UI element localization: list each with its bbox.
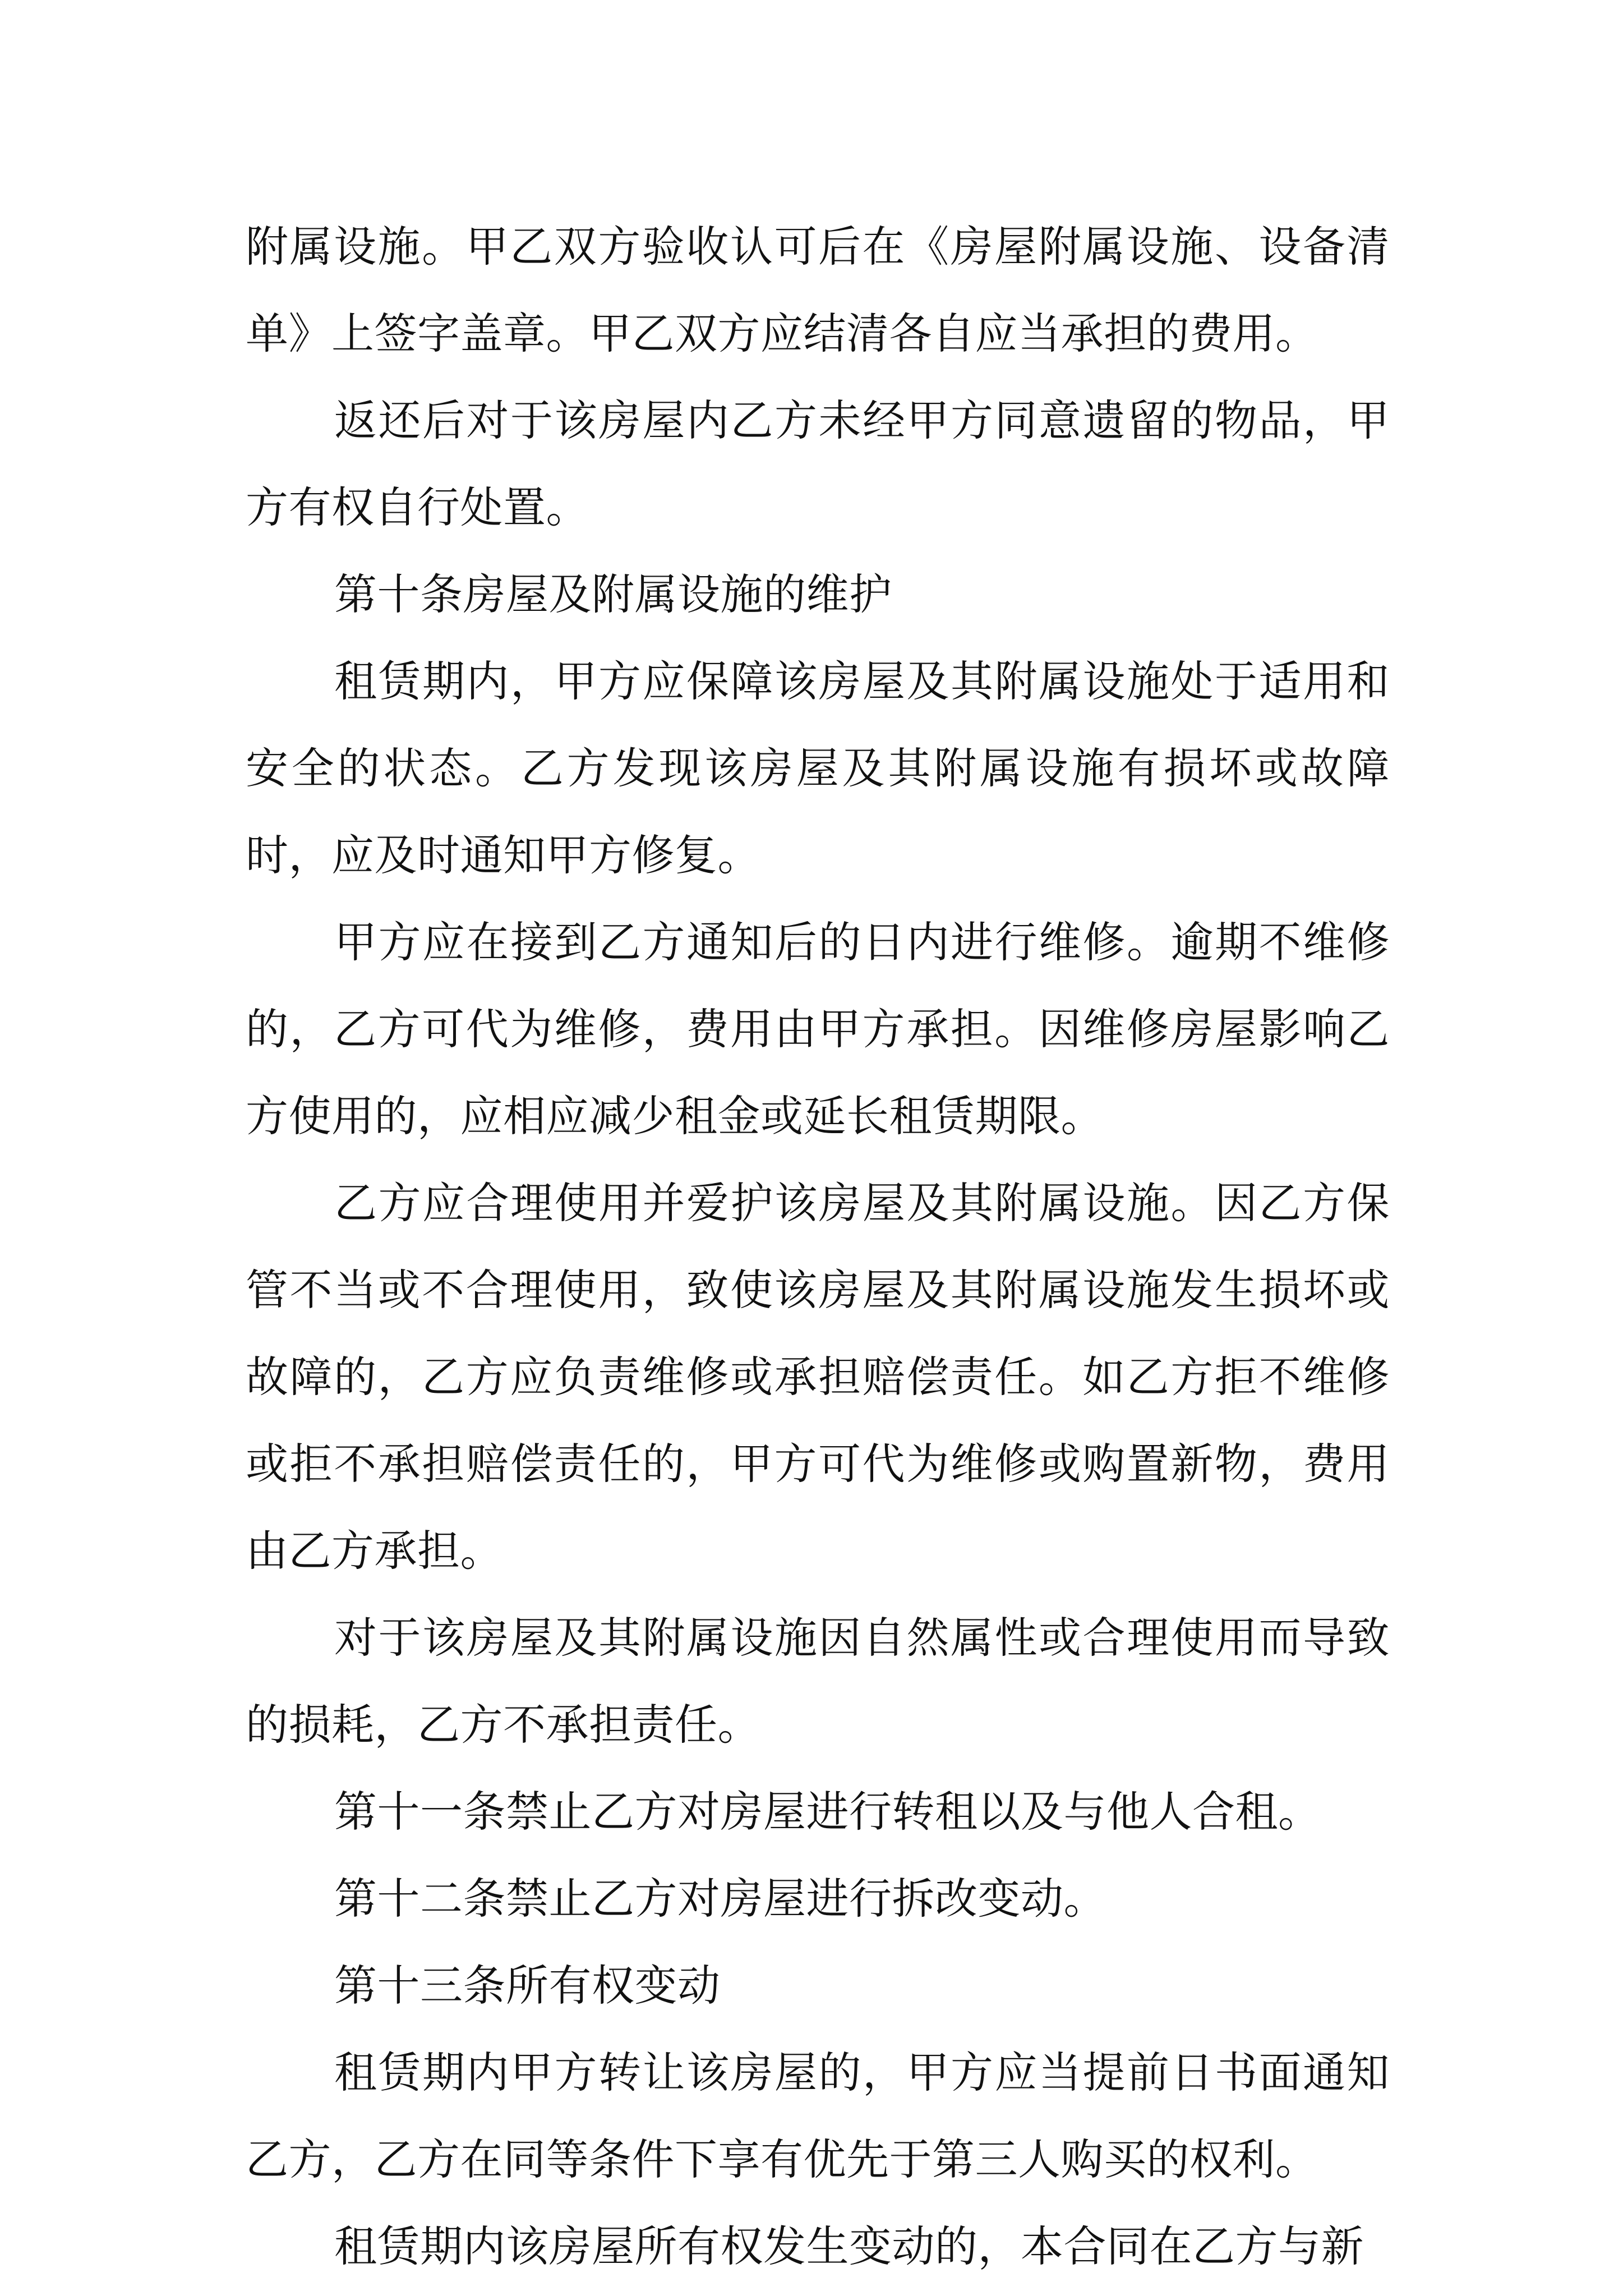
paragraph-natural-wear: 对于该房屋及其附属设施因自然属性或合理使用而导致的损耗，乙方不承担责任。 — [246, 1613, 1390, 1750]
paragraph-landlord-maintenance: 租赁期内，甲方应保障该房屋及其附属设施处于适用和安全的状态。乙方发现该房屋及其附属设施有损坏或故障时，应及时通知甲方修复。 — [246, 656, 1390, 880]
document-body — [246, 203, 1390, 2290]
paragraph-left-items: 返还后对于该房屋内乙方未经甲方同意遗留的物品，甲方有权自行处置。 — [246, 395, 1390, 532]
paragraph-transfer-notice: 租赁期内甲方转让该房屋的，甲方应当提前日书面通知乙方，乙方在同等条件下享有优先于第三人购买的权利。 — [246, 2047, 1390, 2184]
article-10-heading: 第十条房屋及附属设施的维护 — [334, 569, 892, 619]
article-12-heading: 第十二条禁止乙方对房屋进行拆改变动。 — [334, 1874, 1106, 1924]
paragraph-repair-deadline: 甲方应在接到乙方通知后的日内进行维修。逾期不维修的，乙方可代为维修，费用由甲方承担。因维修房屋影响乙方使用的，应相应减少租金或延长租赁期限。 — [246, 917, 1390, 1141]
paragraph-tenant-responsibility: 乙方应合理使用并爱护该房屋及其附属设施。因乙方保管不当或不合理使用，致使该房屋及其附属设施发生损坏或故障的，乙方应负责维修或承担赔偿责任。如乙方拒不维修或拒不承担赔偿责任的，甲方可代为维修或购置新物，费用由乙方承担。 — [246, 1178, 1390, 1576]
paragraph-facility-return: 附属设施。甲乙双方验收认可后在《房屋附属设施、设备清单》上签字盖章。甲乙双方应结清各自应当承担的费用。 — [246, 222, 1390, 358]
article-11-heading: 第十一条禁止乙方对房屋进行转租以及与他人合租。 — [334, 1787, 1321, 1837]
paragraph-ownership-change: 租赁期内该房屋所有权发生变动的，本合同在乙方与新 — [334, 2221, 1364, 2271]
article-13-heading: 第十三条所有权变动 — [334, 1961, 721, 2010]
